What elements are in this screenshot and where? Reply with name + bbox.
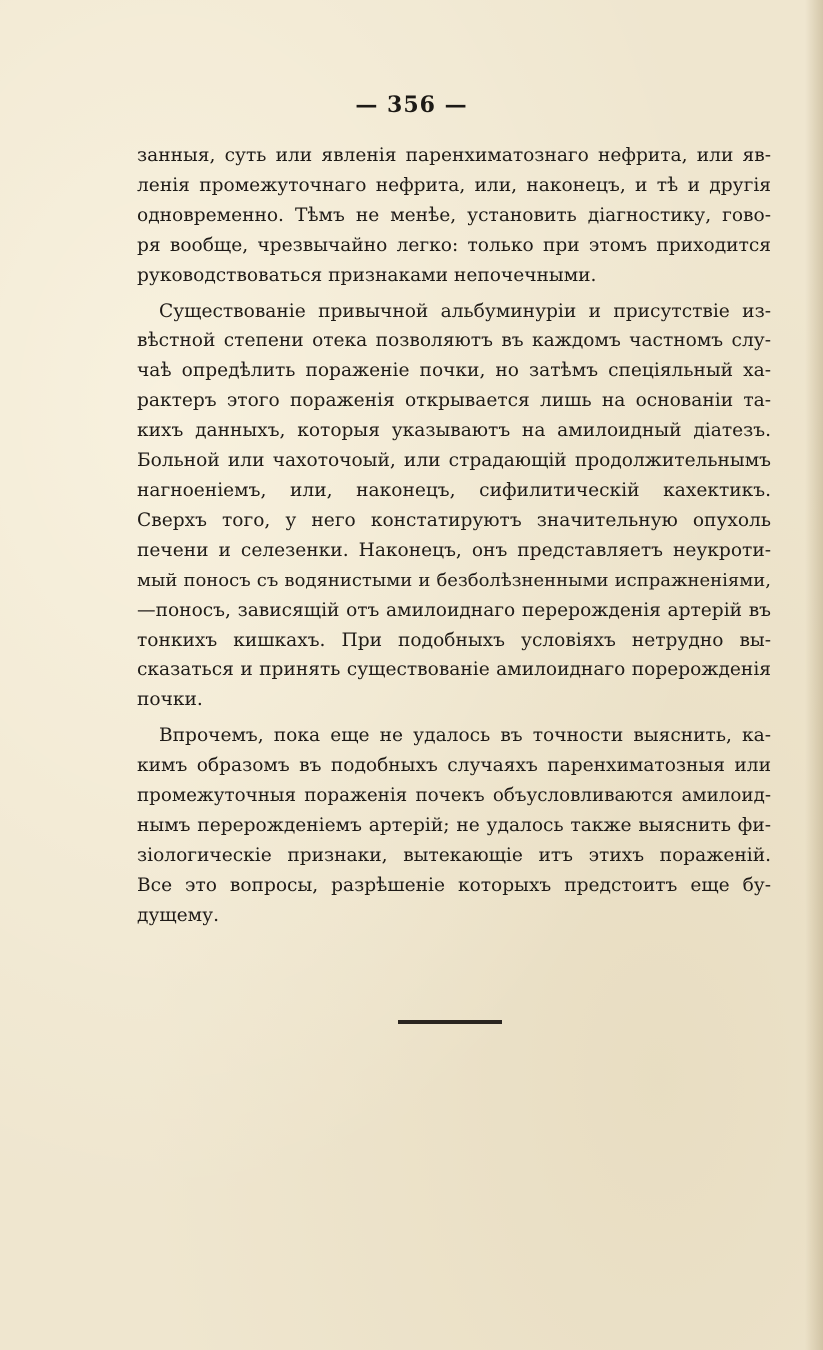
text-line: вѣстной степени отека позволяютъ въ каждомъ частномъ слу- [137,330,771,352]
paragraph-1 [137,141,771,291]
text-line: Существованіе привычной альбуминуріи и присутствіе из- [159,300,771,322]
text-line: Впрочемъ, пока еще не удалось въ точности выяснить, ка- [159,725,771,747]
text-line: зіологическіе признаки, вытекающіе итъ этихъ пораженій. [137,844,771,866]
text-line: ря вообще, чрезвычайно легко: только при этомъ приходится [137,234,771,256]
text-line: промежуточныя пораженія почекъ объусловливаются амилоид- [137,785,771,807]
text-line: чаѣ опредѣлить пораженіе почки, но затѣмъ спеціяльный ха- [137,360,771,382]
text-line: тонкихъ кишкахъ. При подобныхъ условіяхъ нетрудно вы- [137,629,771,651]
text-line: одновременно. Тѣмъ не менѣе, установить діагностику, гово- [137,204,771,226]
paragraph-2 [137,297,771,716]
text-line: нымъ перерожденіемъ артерій; не удалось также выяснить фи- [137,814,771,836]
text-line: руководствоваться признаками непочечными. [137,264,597,286]
text-line: рактеръ этого пораженія открывается лишь на основаніи та- [137,390,771,412]
text-line: нагноеніемъ, или, наконецъ, сифилитическій кахектикъ. [137,479,771,501]
text-line: ленія промежуточнаго нефрита, или, наконецъ, и тѣ и другія [137,174,771,196]
body-text [137,141,771,937]
text-line: печени и селезенки. Наконецъ, онъ представляетъ неукроти- [137,539,771,561]
paragraph-3 [137,721,771,930]
page-number: — 356 — [355,92,468,118]
text-line: Больной или чахоточоый, или страдающій продолжительнымъ [137,450,771,472]
text-line: сказаться и принять существованіе амилоиднаго порерожденія [137,659,771,681]
text-line: кимъ образомъ въ подобныхъ случаяхъ паренхиматозныя или [137,755,771,777]
section-end-rule [398,1020,502,1024]
text-line: дущему. [137,904,219,926]
text-line: —поносъ, зависящій отъ амилоиднаго перерожденія артерій въ [137,599,771,621]
page-edge-shadow [805,0,823,1350]
text-line: кихъ данныхъ, которыя указываютъ на амилоидный діатезъ. [137,420,771,442]
text-line: Все это вопросы, разрѣшеніе которыхъ предстоитъ еще бу- [137,874,771,896]
text-line: почки. [137,689,203,711]
text-line: мый поносъ съ водянистыми и безболѣзненными испражненіями, [137,569,771,591]
text-line: занныя, суть или явленія паренхиматознаго нефрита, или яв- [137,145,771,166]
text-line: Сверхъ того, у него констатируютъ значительную опухоль [137,509,771,531]
